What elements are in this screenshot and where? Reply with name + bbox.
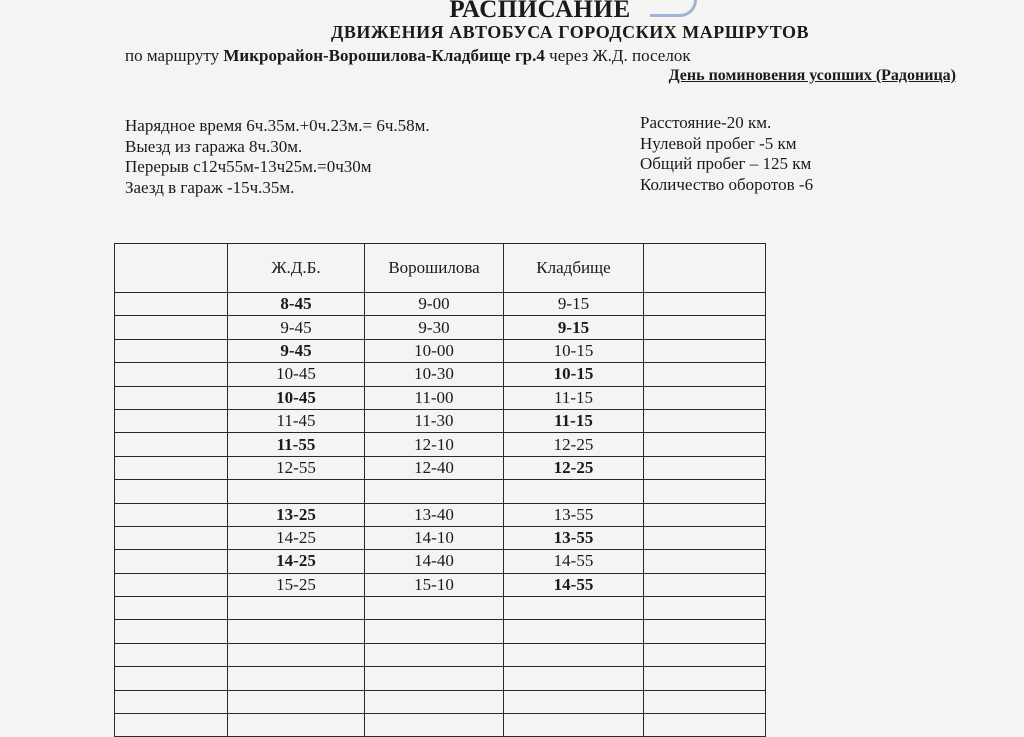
empty-cell [644,456,766,479]
info-garage-return: Заезд в гараж -15ч.35м. [125,177,295,197]
empty-cell [644,714,766,737]
empty-cell [115,690,228,713]
time-cell [228,667,365,690]
empty-cell [115,456,228,479]
time-cell: 14-25 [228,550,365,573]
info-right-block [640,113,813,195]
empty-cell [644,597,766,620]
time-cell: 11-15 [504,386,644,409]
time-cell [504,597,644,620]
time-cell: 14-25 [228,526,365,549]
empty-cell [115,386,228,409]
time-cell: 14-10 [365,526,504,549]
table-row [115,714,766,737]
empty-cell [115,363,228,386]
info-working-time: Нарядное время 6ч.35м.+0ч.23м.= 6ч.58м. [125,116,430,135]
empty-cell [644,339,766,362]
info-total-run: Общий пробег – 125 км [640,154,812,173]
time-cell: 13-40 [365,503,504,526]
time-cell: 15-10 [365,573,504,596]
time-cell: 10-45 [228,363,365,386]
route-prefix: по маршруту [125,46,224,65]
time-cell [365,667,504,690]
empty-cell [644,480,766,503]
route-name: Микрорайон-Ворошилова-Кладбище гр.4 [223,46,545,65]
empty-cell [115,714,228,737]
document-title: РАСПИСАНИЕ [449,0,631,23]
empty-cell [115,620,228,643]
table-row [115,386,766,409]
time-cell [365,643,504,666]
time-cell: 15-25 [228,573,365,596]
time-cell: 11-45 [228,409,365,432]
occasion-line: День поминовения усопших (Радоница) [668,67,956,84]
table-row [115,667,766,690]
time-cell [504,690,644,713]
time-cell: 9-15 [504,316,644,339]
empty-cell [115,433,228,456]
empty-cell [115,339,228,362]
empty-cell [115,550,228,573]
document-subtitle: ДВИЖЕНИЯ АВТОБУСА ГОРОДСКИХ МАРШРУТОВ [330,22,810,42]
empty-cell [644,363,766,386]
time-cell [504,480,644,503]
empty-cell [115,409,228,432]
info-zero-run: Нулевой пробег -5 км [640,133,797,153]
table-row [115,409,766,432]
table-row [115,643,766,666]
table-row [115,690,766,713]
table-row [115,503,766,526]
table-row [115,550,766,573]
time-cell [504,620,644,643]
time-cell: 13-55 [504,526,644,549]
table-row [115,526,766,549]
time-cell: 14-55 [504,550,644,573]
schedule-table [114,243,766,737]
time-cell: 9-45 [228,316,365,339]
time-cell: 12-25 [504,456,644,479]
time-cell: 11-15 [504,409,644,432]
time-cell [228,643,365,666]
table-row [115,339,766,362]
time-cell: 12-10 [365,433,504,456]
empty-cell [644,386,766,409]
table-row [115,597,766,620]
time-cell [228,620,365,643]
info-break: Перерыв с12ч55м-13ч25м.=0ч30м [125,157,372,176]
time-cell [365,620,504,643]
time-cell [365,714,504,737]
info-turnovers: Количество оборотов -6 [640,174,814,194]
time-cell [504,667,644,690]
empty-cell [115,667,228,690]
time-cell: 9-00 [365,293,504,316]
route-line [125,46,691,66]
header-cell-kladbishche: Кладбище [504,244,644,293]
time-cell: 9-45 [228,339,365,362]
table-row [115,456,766,479]
empty-cell [115,316,228,339]
table-row [115,433,766,456]
empty-cell [115,643,228,666]
route-suffix: через Ж.Д. поселок [544,46,691,65]
time-cell [365,597,504,620]
empty-cell [115,526,228,549]
empty-cell [644,433,766,456]
empty-cell [644,573,766,596]
time-cell: 13-55 [504,503,644,526]
empty-cell [644,643,766,666]
table-row [115,363,766,386]
empty-cell [115,573,228,596]
time-cell: 12-55 [228,456,365,479]
table-row [115,480,766,503]
time-cell: 9-30 [365,316,504,339]
info-left-block [125,116,430,198]
time-cell: 14-40 [365,550,504,573]
empty-cell [644,293,766,316]
empty-cell [115,293,228,316]
time-cell: 11-55 [228,433,365,456]
empty-cell [644,550,766,573]
time-cell: 10-15 [504,339,644,362]
time-cell: 8-45 [228,293,365,316]
time-cell: 13-25 [228,503,365,526]
time-cell [228,690,365,713]
time-cell: 12-40 [365,456,504,479]
empty-cell [644,316,766,339]
time-cell: 14-55 [504,573,644,596]
empty-cell [644,503,766,526]
table-header-row [115,244,766,293]
table-row [115,316,766,339]
time-cell [504,643,644,666]
time-cell [365,690,504,713]
table-row [115,293,766,316]
time-cell: 10-45 [228,386,365,409]
header-cell-empty-right [644,244,766,293]
time-cell [365,480,504,503]
empty-cell [115,503,228,526]
time-cell: 10-00 [365,339,504,362]
table-row [115,620,766,643]
time-cell: 11-30 [365,409,504,432]
time-cell: 12-25 [504,433,644,456]
empty-cell [644,690,766,713]
header-cell-voroshilova: Ворошилова [365,244,504,293]
empty-cell [644,409,766,432]
empty-cell [115,480,228,503]
empty-cell [644,667,766,690]
table-row [115,573,766,596]
time-cell [504,714,644,737]
empty-cell [644,526,766,549]
empty-cell [644,620,766,643]
empty-cell [115,597,228,620]
time-cell: 9-15 [504,293,644,316]
time-cell: 11-00 [365,386,504,409]
time-cell: 10-15 [504,363,644,386]
time-cell [228,714,365,737]
info-garage-departure: Выезд из гаража 8ч.30м. [125,136,303,156]
info-distance: Расстояние-20 км. [640,113,772,132]
header-cell-zhdb: Ж.Д.Б. [228,244,365,293]
time-cell: 10-30 [365,363,504,386]
header-cell-empty-left [115,244,228,293]
time-cell [228,597,365,620]
time-cell [228,480,365,503]
